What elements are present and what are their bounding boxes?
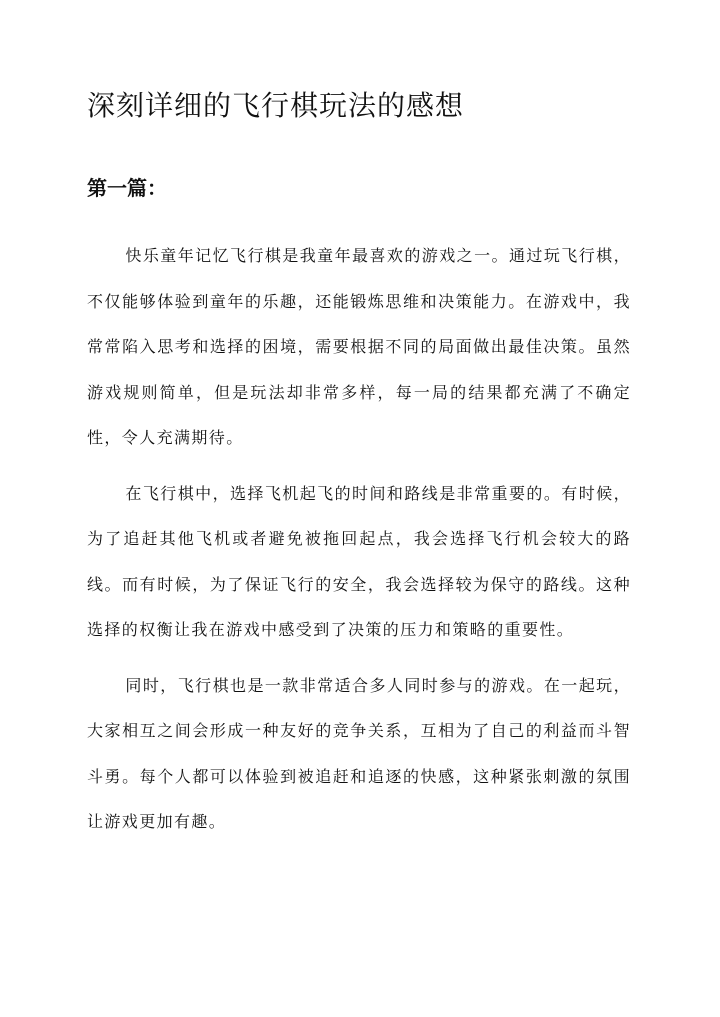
paragraph-2: 在飞行棋中，选择飞机起飞的时间和路线是非常重要的。有时候，为了追赶其他飞机或者避免被拖回起点，我会选择飞行机会较大的路线。而有时候，为了保证飞行的安全，我会选择较为保守的路线。这种选择的权衡让我在游戏中感受到了决策的压力和策略的重要性。 [87, 483, 631, 639]
document-body [87, 233, 631, 855]
section-heading: 第一篇： [87, 176, 167, 200]
paragraph-1: 快乐童年记忆飞行棋是我童年最喜欢的游戏之一。通过玩飞行棋，不仅能够体验到童年的乐趣，还能锻炼思维和决策能力。在游戏中，我常常陷入思考和选择的困境，需要根据不同的局面做出最佳决策。虽然游戏规则简单，但是玩法却非常多样，每一局的结果都充满了不确定性，令人充满期待。 [87, 246, 631, 447]
paragraph-3: 同时，飞行棋也是一款非常适合多人同时参与的游戏。在一起玩，大家相互之间会形成一种友好的竞争关系，互相为了自己的利益而斗智斗勇。每个人都可以体验到被追赶和追逐的快感，这种紧张刺激的氛围让游戏更加有趣。 [87, 675, 631, 831]
document-title: 深刻详细的飞行棋玩法的感想 [87, 89, 465, 122]
